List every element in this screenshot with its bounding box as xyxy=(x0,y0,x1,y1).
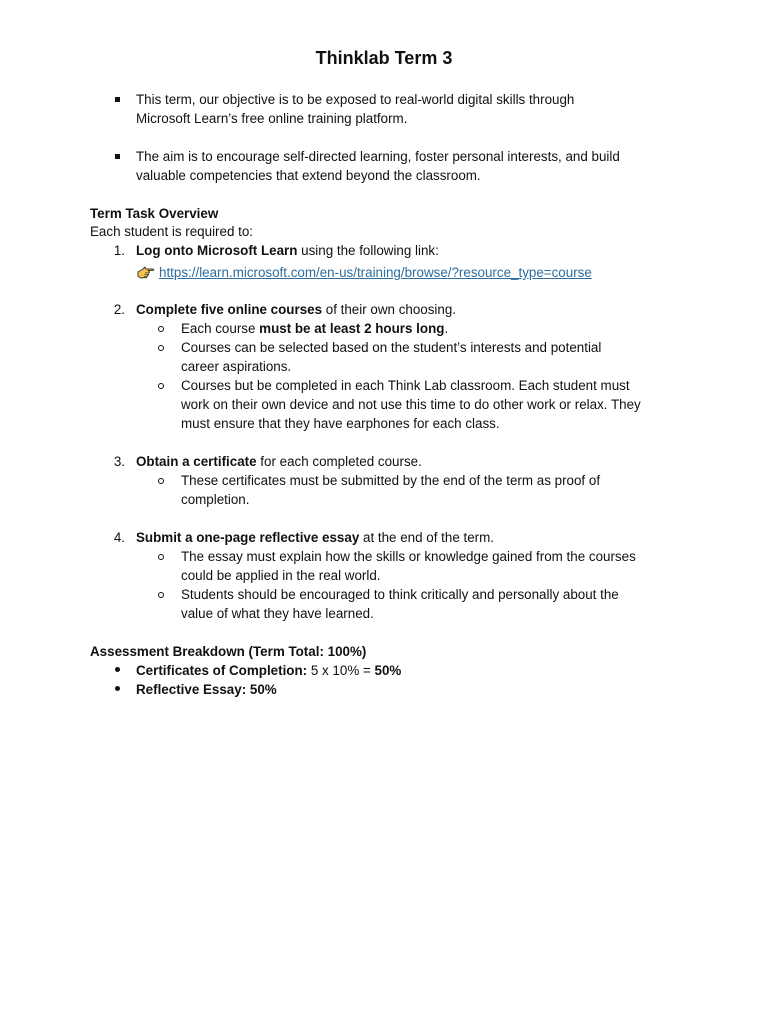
task-1-number: 1. xyxy=(113,243,125,258)
microsoft-learn-link[interactable]: https://learn.microsoft.com/en-us/training/browse/?resource_type=course xyxy=(159,265,592,280)
certificates-value: 50% xyxy=(374,663,402,678)
task-3-rest: for each completed course. xyxy=(256,454,422,469)
task-4-number: 4. xyxy=(113,530,125,545)
square-bullet xyxy=(115,154,120,159)
intro-line-2: Microsoft Learn’s free online training platform. xyxy=(136,111,408,126)
circle-bullet xyxy=(158,592,164,598)
intro-line-1: This term, our objective is to be exposed to real-world digital skills through xyxy=(136,92,575,107)
circle-bullet xyxy=(158,345,164,351)
task-3-number: 3. xyxy=(113,454,125,469)
circle-bullet xyxy=(158,554,164,560)
task-3-text xyxy=(136,452,422,471)
task-3-bold: Obtain a certificate xyxy=(136,454,257,469)
certificates-label: Certificates of Completion: xyxy=(136,663,308,678)
task-2-sub-3-line-2: work on their own device and not use this time to do other work or relax. They xyxy=(181,397,641,412)
task-2-sub-3-line-3: must ensure that they have earphones for each class. xyxy=(181,416,500,431)
assessment-item-certificates xyxy=(136,661,401,680)
overview-heading: Term Task Overview xyxy=(90,206,219,221)
task-4-sub-2-line-1: Students should be encouraged to think critically and personally about the xyxy=(181,587,619,602)
task-2-bold: Complete five online courses xyxy=(136,302,323,317)
assessment-item-essay: Reflective Essay: 50% xyxy=(136,682,277,697)
intro-line-4: valuable competencies that extend beyond the classroom. xyxy=(136,168,481,183)
square-bullet xyxy=(115,97,120,102)
round-bullet xyxy=(115,667,120,672)
circle-bullet xyxy=(158,326,164,332)
task-4-sub-1-line-2: could be applied in the real world. xyxy=(181,568,381,583)
task-1-text xyxy=(136,241,439,260)
certificates-formula: 5 x 10% = xyxy=(307,663,375,678)
round-bullet xyxy=(115,686,120,691)
task-2-sub-2-line-1: Courses can be selected based on the student’s interests and potential xyxy=(181,340,602,355)
assessment-heading: Assessment Breakdown (Term Total: 100%) xyxy=(90,644,367,659)
task-2-sub-2-line-2: career aspirations. xyxy=(181,359,292,374)
task-2-text xyxy=(136,300,456,319)
task-2-number: 2. xyxy=(113,302,125,317)
task-1-rest: using the following link: xyxy=(297,243,439,258)
task-4-bold: Submit a one-page reflective essay xyxy=(136,530,360,545)
intro-line-3: The aim is to encourage self-directed learning, foster personal interests, and build xyxy=(136,149,620,164)
circle-bullet xyxy=(158,478,164,484)
circle-bullet xyxy=(158,383,164,389)
task-2-sub-3-line-1: Courses but be completed in each Think Lab classroom. Each student must xyxy=(181,378,630,393)
task-1-bold: Log onto Microsoft Learn xyxy=(136,243,298,258)
page-title: Thinklab Term 3 xyxy=(315,48,453,68)
task-2-sub-1-bold: must be at least 2 hours long xyxy=(259,321,445,336)
task-3-sub-1-line-1: These certificates must be submitted by the end of the term as proof of xyxy=(181,473,601,488)
task-2-rest: of their own choosing. xyxy=(322,302,457,317)
task-2-sub-1 xyxy=(181,319,448,338)
pointing-hand-icon xyxy=(137,266,155,280)
task-4-sub-2-line-2: value of what they have learned. xyxy=(181,606,374,621)
task-3-sub-1-line-2: completion. xyxy=(181,492,250,507)
task-4-sub-1-line-1: The essay must explain how the skills or knowledge gained from the courses xyxy=(181,549,636,564)
task-4-text xyxy=(136,528,494,547)
task-2-sub-1-post: . xyxy=(444,321,449,336)
task-2-sub-1-pre: Each course xyxy=(181,321,260,336)
task-4-rest: at the end of the term. xyxy=(359,530,495,545)
overview-lead: Each student is required to: xyxy=(90,224,254,239)
